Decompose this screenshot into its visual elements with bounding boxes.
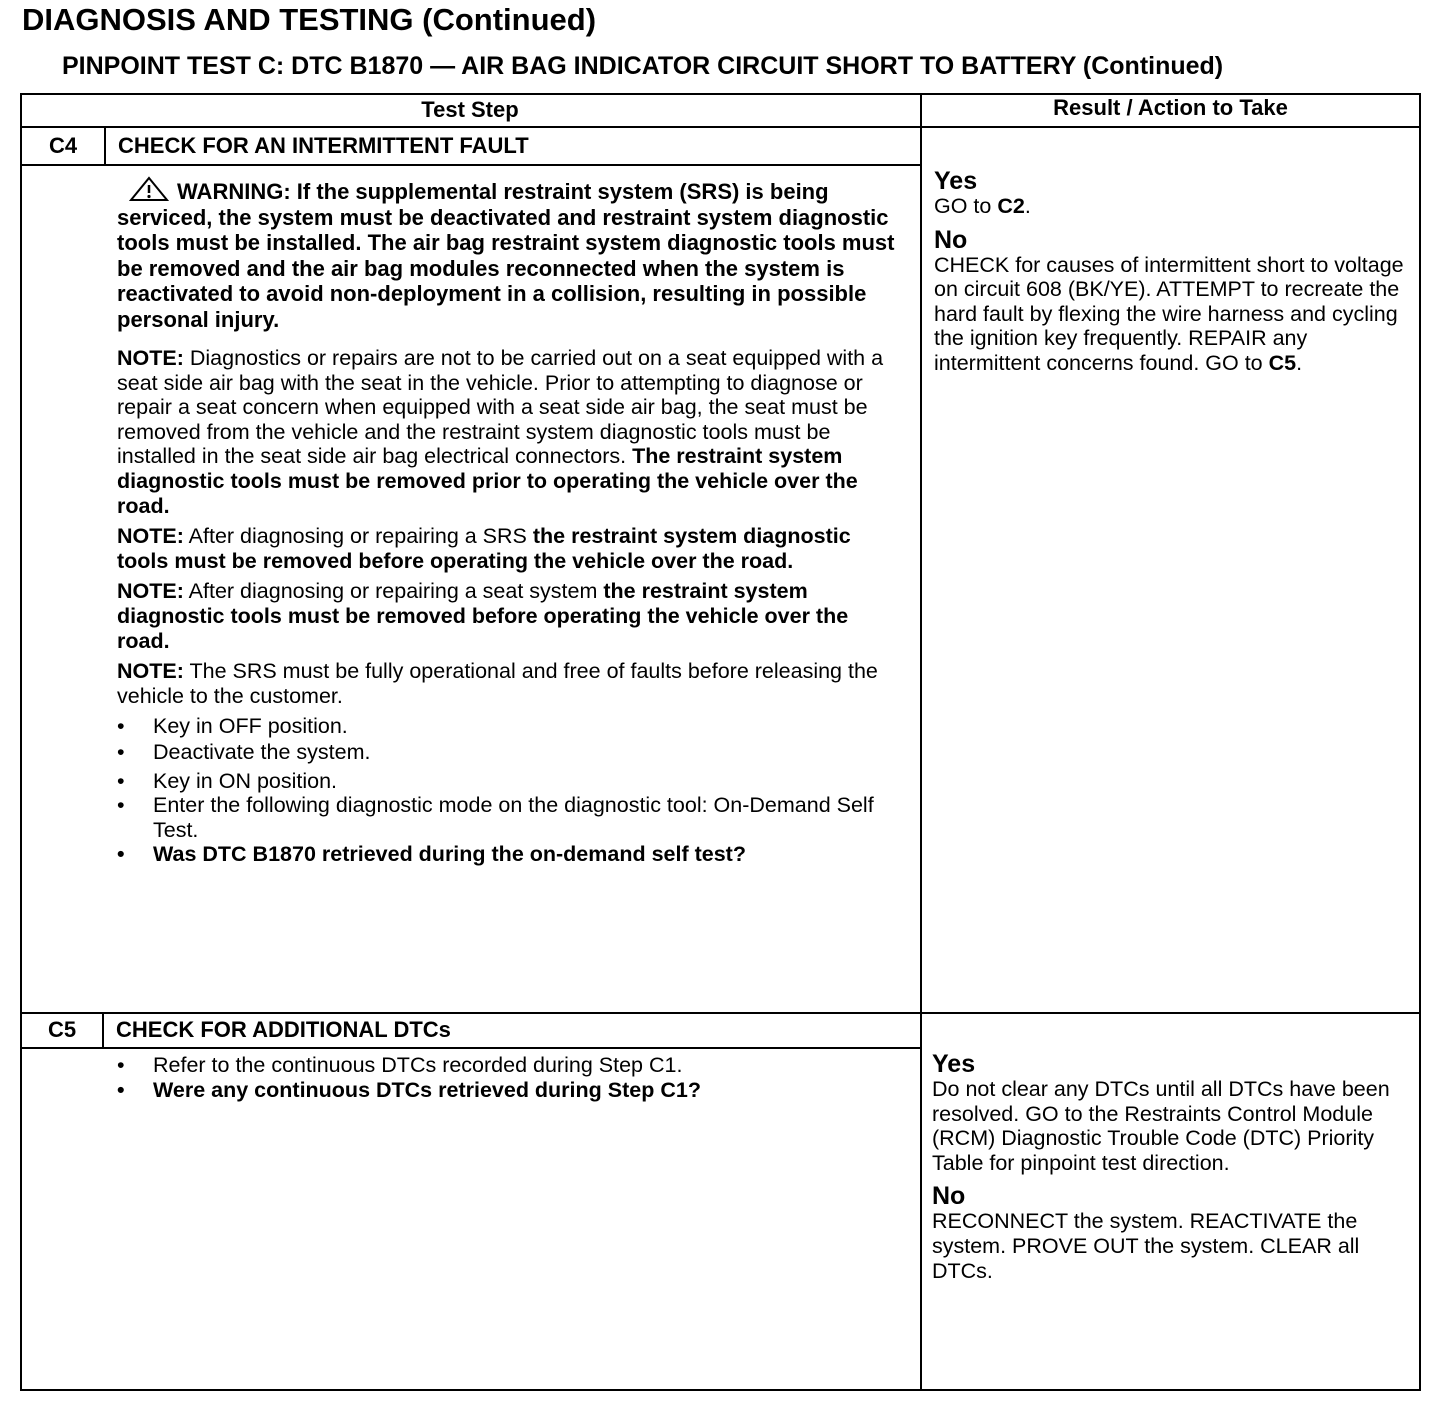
c5-steps: [117, 1053, 897, 1102]
step-title-c4: CHECK FOR AN INTERMITTENT FAULT: [118, 133, 529, 158]
c5-yes-label: Yes: [932, 1050, 976, 1078]
note-srs: NOTE: After diagnosing or repairing a SRS the restraint system diagnostic tools must be removed before operating the vehicle over the road.: [117, 524, 851, 573]
c5-yes-action: Do not clear any DTCs until all DTCs have been resolved. GO to the Restraints Control Module (RCM) Diagnostic Trouble Code (DTC) Priority Table for pinpoint test direction.: [932, 1077, 1390, 1175]
step-id-c5: C5: [47, 1017, 77, 1042]
column-header-test-step: Test Step: [421, 97, 519, 122]
c5-no-label: No: [932, 1182, 966, 1211]
step-id-c4: C4: [48, 133, 78, 158]
c4-id-divider: [104, 126, 106, 166]
c4-steps: [117, 714, 897, 867]
pinpoint-test-title: PINPOINT TEST C: DTC B1870 — AIR BAG INDICATOR CIRCUIT SHORT TO BATTERY (Continued): [62, 52, 1224, 80]
page-title: DIAGNOSIS AND TESTING (Continued): [22, 2, 597, 37]
column-header-result: Result / Action to Take: [1053, 95, 1288, 120]
note-fully-operational: NOTE: The SRS must be fully operational and free of faults before releasing the vehicle to the customer.: [117, 659, 878, 708]
c5-id-divider: [102, 1012, 104, 1049]
column-divider: [920, 93, 922, 1391]
note-seat-side-airbag: NOTE: Diagnostics or repairs are not to be carried out on a seat equipped with a seat side air bag with the seat in the vehicle. Prior to attempting to diagnose or repair a seat concern when equipped with a seat side air bag, the seat must be removed from the vehicle and the restraint system diagnostic tools must be installed in the seat side air bag electrical connectors. The restraint system diagnostic tools must be removed prior to operating the vehicle over the road.: [117, 346, 884, 518]
note-seat-system: NOTE: After diagnosing or repairing a seat system the restraint system diagnostic tools must be removed before operating the vehicle over the road.: [117, 579, 849, 653]
c4-instructions: [117, 176, 897, 867]
c4-no-action: CHECK for causes of intermittent short to voltage on circuit 608 (BK/YE). ATTEMPT to recreate the hard fault by flexing the wire harness and cycling the ignition key frequently. REPAIR any intermittent concerns found. GO to C5.: [934, 252, 1404, 375]
list-item: • Was DTC B1870 retrieved during the on-demand self test?: [117, 842, 746, 867]
header-divider: [20, 126, 1421, 128]
c4-result: [934, 160, 1412, 376]
step-title-c5: CHECK FOR ADDITIONAL DTCs: [116, 1017, 451, 1042]
c4-title-divider: [20, 164, 922, 166]
c4-yes-label: Yes: [934, 167, 978, 195]
c4-yes-action: GO to C2.: [934, 194, 1031, 218]
c5-instructions: [117, 1053, 897, 1102]
srs-warning: WARNING: If the supplemental restraint system (SRS) is being serviced, the system must be deactivated and restraint system diagnostic tools must be installed. The air bag restraint system diagnostic tools must be removed and the air bag modules reconnected when the system is reactivated to avoid non-deployment in a collision, resulting in possible personal injury.: [117, 176, 897, 332]
c4-no-label: No: [934, 225, 968, 254]
c5-title-divider: [20, 1047, 922, 1049]
list-item: • Key in ON position.: [117, 768, 338, 793]
c5-result: [932, 1043, 1418, 1283]
warning-triangle-icon: [129, 176, 169, 202]
list-item: • Deactivate the system.: [117, 739, 371, 764]
c5-no-action: RECONNECT the system. REACTIVATE the system. PROVE OUT the system. CLEAR all DTCs.: [932, 1209, 1360, 1283]
list-item: • Key in OFF position.: [117, 714, 348, 739]
list-item: • Refer to the continuous DTCs recorded during Step C1.: [117, 1053, 683, 1077]
step-divider: [20, 1012, 1421, 1014]
list-item: • Enter the following diagnostic mode on the diagnostic tool: On-Demand Self Test.: [117, 793, 874, 842]
list-item: • Were any continuous DTCs retrieved during Step C1?: [117, 1077, 701, 1102]
